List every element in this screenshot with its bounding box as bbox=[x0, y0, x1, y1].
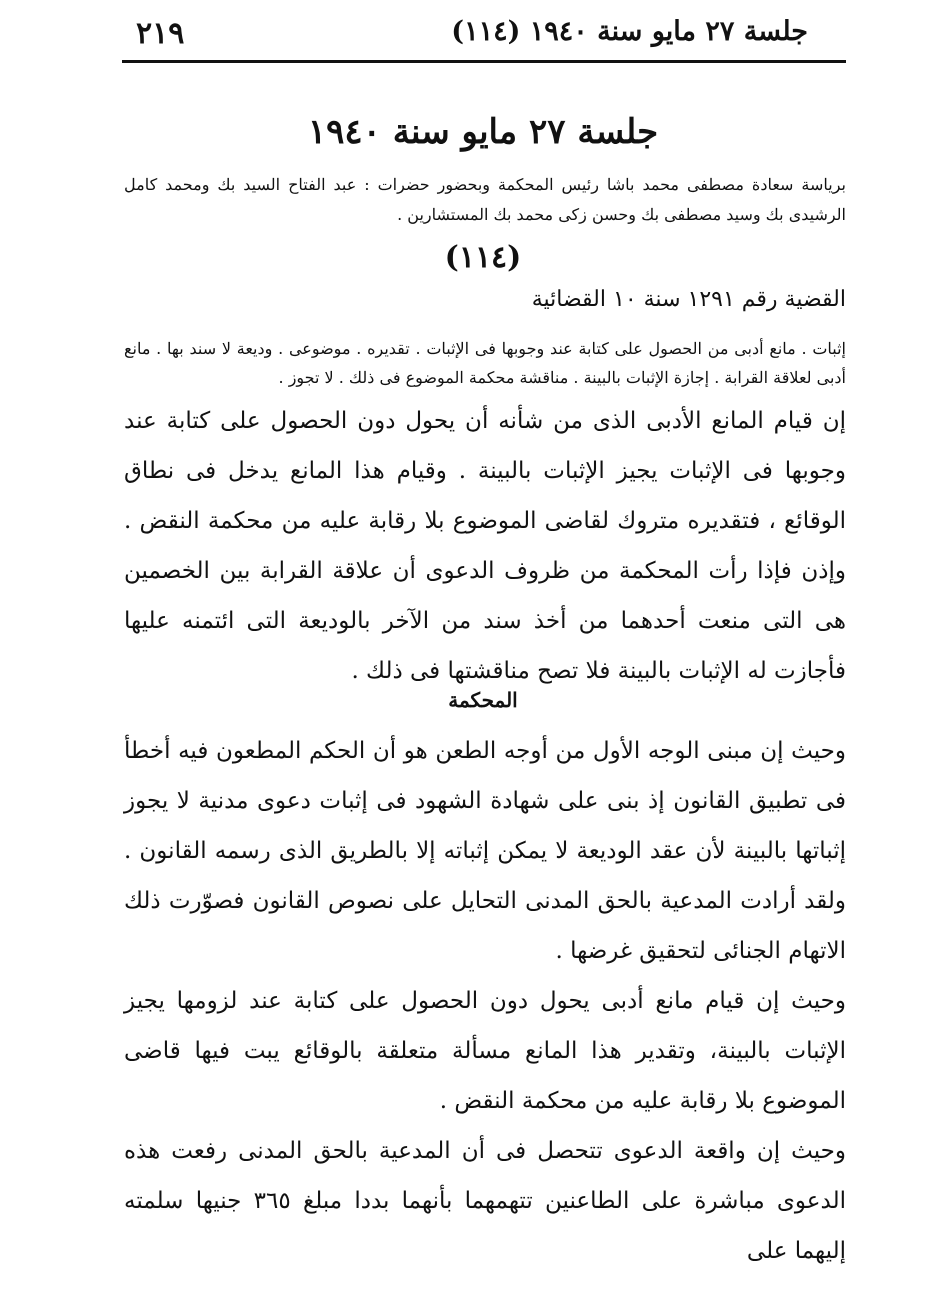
running-header-title: جلسة ٢٧ مايو سنة ١٩٤٠ (١١٤) bbox=[451, 16, 808, 47]
body-paragraph: وحيث إن واقعة الدعوى تتحصل فى أن المدعية بالحق المدنى رفعت هذه الدعوى مباشرة على الطاعنين تتهمهما بأنهما بددا مبلغ ٣٦٥ جنيها سلمته إليهما على bbox=[124, 1138, 846, 1264]
running-header bbox=[120, 12, 820, 52]
page-number: ٢١٩ bbox=[136, 16, 185, 51]
presidency-statement: برياسة سعادة مصطفى محمد باشا رئيس المحكمة وبحضور حضرات : عبد الفتاح السيد بك ومحمد كامل الرشيدى بك وسيد مصطفى بك وحسن زكى محمد بك المستشارين . bbox=[124, 175, 846, 224]
body-paragraph: وحيث إن قيام مانع أدبى يحول دون الحصول على كتابة عند لزومها يجيز الإثبات بالبينة، وتقدير هذا المانع مسألة متعلقة بالوقائع يبت فيها قاضى الموضوع بلا رقابة عليه من محكمة النقض . bbox=[124, 988, 846, 1114]
session-title: جلسة ٢٧ مايو سنة ١٩٤٠ bbox=[307, 112, 659, 152]
case-keywords: إثبات . مانع أدبى من الحصول على كتابة عند وجوبها فى الإثبات . تقديره . موضوعى . وديعة لا سند بها . مانع أدبى لعلاقة القرابة . إجازة الإثبات بالبينة . مناقشة محكمة الموضوع فى ذلك . لا تجوز . bbox=[124, 339, 846, 387]
header-divider bbox=[122, 60, 846, 63]
case-number: (١١٤) bbox=[444, 240, 522, 275]
headnote-principle: إن قيام المانع الأدبى الذى من شأنه أن يحول دون الحصول على كتابة عند وجوبها فى الإثبات يجيز الإثبات بالبينة . وقيام هذا المانع يدخل فى نطاق الوقائع ، فتقديره متروك لقاضى الموضوع بلا رقابة عليه من محكمة النقض . وإذن فإذا رأت المحكمة من ظروف الدعوى أن علاقة القرابة بين الخصمين هى التى منعت أحدهما من أخذ سند من الآخر بالوديعة التى ائتمنه عليها فأجازت له الإثبات بالبينة فلا تصح مناقشتها فى ذلك . bbox=[124, 408, 846, 684]
case-reference: القضية رقم ١٢٩١ سنة ١٠ القضائية bbox=[531, 287, 846, 312]
body-paragraph: وحيث إن مبنى الوجه الأول من أوجه الطعن هو أن الحكم المطعون فيه أخطأ فى تطبيق القانون إذ بنى على شهادة الشهود فى إثبات دعوى مدنية لا يجوز إثباتها بالبينة لأن عقد الوديعة لا يمكن إثباته إلا بالطريق الذى رسمه القانون . ولقد أرادت المدعية بالحق المدنى التحايل على نصوص القانون فصوّرت ذلك الاتهام الجنائى لتحقيق غرضها . bbox=[124, 738, 846, 964]
court-section-heading: المحكمة bbox=[448, 688, 518, 712]
